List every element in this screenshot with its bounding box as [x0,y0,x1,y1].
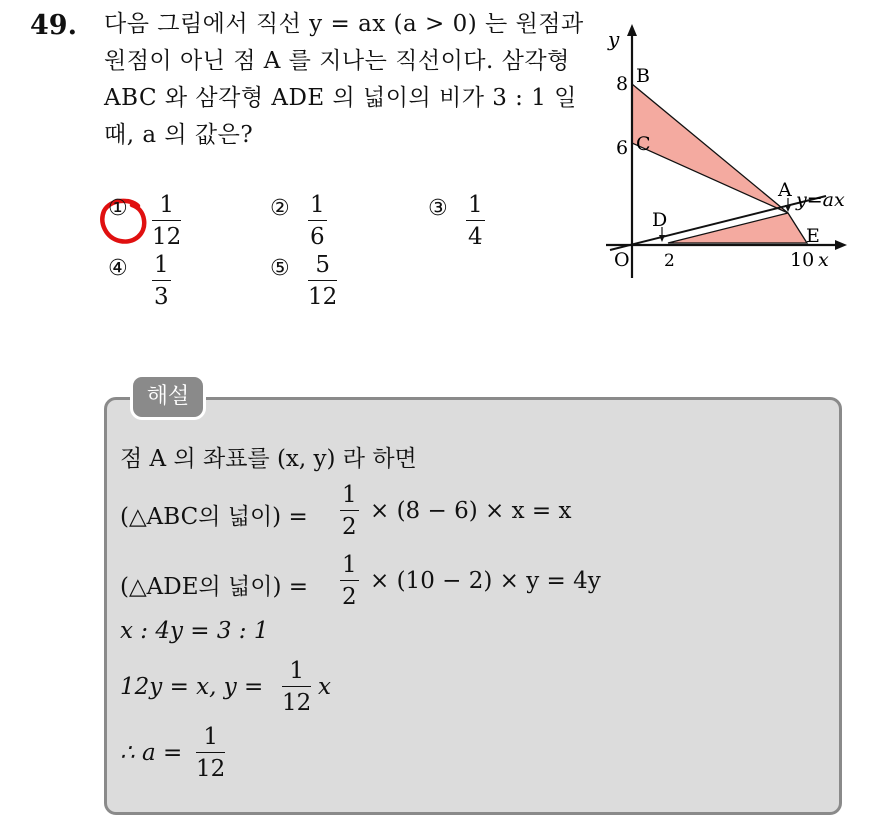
solution-line-5 [120,658,520,718]
y-axis-arrow-icon [627,24,637,36]
question-number: 49. [30,10,77,41]
choice-5-den: 12 [308,284,338,310]
solution-line-2 [120,482,720,542]
label-y-axis: y [608,27,620,51]
coordinate-figure [600,20,860,282]
choice-1-den: 12 [152,224,182,250]
frac-den: 12 [282,690,312,716]
choice-2-mark: ② [270,196,290,221]
x-axis-arrow-icon [835,240,847,250]
solution-line-2-right: × (8 − 6) × x = x [370,498,572,524]
choice-1-fraction [152,192,181,250]
label-10: 10 [790,249,815,271]
frac-num: 1 [342,482,357,508]
choice-5-fraction [308,252,337,310]
frac-den: 2 [342,514,357,540]
choice-2-fraction [308,192,327,250]
choice-1-num: 1 [159,192,174,218]
choice-3-mark: ③ [428,196,448,221]
choice-2-num: 1 [310,192,325,218]
choice-5-num: 5 [315,252,330,278]
label-6: 6 [616,137,629,159]
label-origin: O [614,249,630,271]
frac-num: 1 [342,552,357,578]
solution-line-5-left: 12y = x, y = [120,674,264,700]
frac-num: 1 [289,658,304,684]
label-x-axis: x [818,249,829,271]
choice-4-den: 3 [154,284,169,310]
choice-4-mark: ④ [108,256,128,281]
label-line: y=ax [796,189,845,211]
frac-num: 1 [203,724,218,750]
label-c: C [636,133,651,155]
solution-line-6-left: ∴ a = [120,740,183,766]
solution-line-1: 점 A 의 좌표를 (x, y) 라 하면 [120,446,417,472]
choice-3-fraction [466,192,485,250]
solution-line-2-frac [340,482,359,540]
choice-3-den: 4 [468,224,483,250]
solution-line-3-left: (△ADE의 넓이) = [120,574,309,600]
solution-line-5-right: x [318,674,331,700]
solution-tag: 해설 [130,374,206,420]
label-8: 8 [616,73,629,95]
solution-line-3 [120,552,720,612]
frac-den: 2 [342,584,357,610]
label-2: 2 [664,251,675,271]
label-b: B [636,65,650,87]
choice-2-den: 6 [310,224,325,250]
solution-line-6-frac [196,724,225,782]
solution-line-6 [120,724,420,784]
frac-den: 12 [196,756,226,782]
choice-1-mark: ① [108,196,128,221]
solution-line-3-frac [340,552,359,610]
choice-4-num: 1 [154,252,169,278]
choice-4-fraction [152,252,171,310]
label-a: A [778,179,792,201]
solution-line-5-frac [282,658,311,716]
solution-line-3-right: × (10 − 2) × y = 4y [370,568,601,594]
question-text: 다음 그림에서 직선 y = ax (a > 0) 는 원점과 원점이 아닌 점 A 를 지나는 직선이다. 삼각형 ABC 와 삼각형 ADE 의 넓이의 비가 3 : 1 일 때, a 의 값은? [104,11,584,148]
choice-5-mark: ⑤ [270,256,290,281]
choice-3-num: 1 [468,192,483,218]
solution-line-2-left: (△ABC의 넓이) = [120,504,308,530]
label-e: E [806,225,820,247]
triangle-abc [632,84,788,213]
solution-line-4: x : 4y = 3 : 1 [120,618,269,644]
label-d: D [652,209,668,231]
